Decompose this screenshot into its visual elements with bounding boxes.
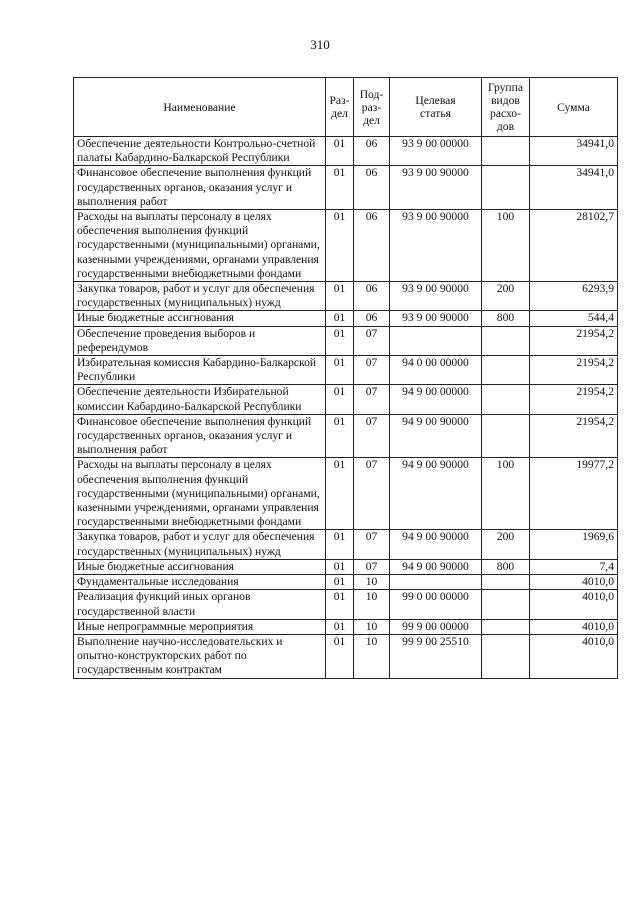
cell-name: Финансовое обеспечение выполнения функций государственных органов, оказания услуг и выполнения работ	[74, 166, 326, 210]
cell-article: 93 9 00 90000	[390, 282, 482, 311]
cell-group	[482, 619, 530, 634]
cell-section: 01	[326, 326, 354, 355]
cell-subsection: 06	[354, 137, 390, 166]
cell-article: 94 9 00 90000	[390, 530, 482, 559]
cell-section: 01	[326, 530, 354, 559]
table-row	[74, 530, 618, 559]
cell-name: Расходы на выплаты персоналу в целях обеспечения выполнения функций государственными (муниципальными) органами, казенными учреждениями, органами управления государственными внебюджетными фондами	[74, 458, 326, 530]
cell-group	[482, 137, 530, 166]
cell-sum: 21954,2	[530, 356, 618, 385]
table-row	[74, 166, 618, 210]
cell-section: 01	[326, 619, 354, 634]
cell-name: Фундаментальные исследования	[74, 575, 326, 590]
cell-article: 94 9 00 90000	[390, 559, 482, 574]
cell-section: 01	[326, 311, 354, 326]
cell-subsection: 07	[354, 559, 390, 574]
cell-name: Иные бюджетные ассигнования	[74, 311, 326, 326]
cell-article: 94 0 00 00000	[390, 356, 482, 385]
cell-group	[482, 385, 530, 414]
cell-article: 94 9 00 90000	[390, 414, 482, 458]
cell-subsection: 07	[354, 458, 390, 530]
table-header	[74, 78, 618, 137]
cell-sum: 19977,2	[530, 458, 618, 530]
cell-group: 200	[482, 530, 530, 559]
cell-group	[482, 166, 530, 210]
cell-name: Иные непрограммные мероприятия	[74, 619, 326, 634]
cell-section: 01	[326, 559, 354, 574]
cell-section: 01	[326, 356, 354, 385]
cell-group: 100	[482, 210, 530, 282]
cell-group: 200	[482, 282, 530, 311]
cell-sum: 21954,2	[530, 326, 618, 355]
table-row	[74, 559, 618, 574]
cell-sum: 34941,0	[530, 166, 618, 210]
cell-name: Финансовое обеспечение выполнения функций государственных органов, оказания услуг и выполнения работ	[74, 414, 326, 458]
cell-section: 01	[326, 590, 354, 619]
cell-sum: 1969,6	[530, 530, 618, 559]
table-row	[74, 634, 618, 678]
cell-sum: 7,4	[530, 559, 618, 574]
table-row	[74, 282, 618, 311]
cell-section: 01	[326, 414, 354, 458]
cell-section: 01	[326, 634, 354, 678]
cell-name: Иные бюджетные ассигнования	[74, 559, 326, 574]
cell-name: Выполнение научно-исследовательских и опытно-конструкторских работ по государственным контрактам	[74, 634, 326, 678]
cell-subsection: 06	[354, 311, 390, 326]
cell-name: Обеспечение проведения выборов и референдумов	[74, 326, 326, 355]
table-row	[74, 326, 618, 355]
cell-name: Закупка товаров, работ и услуг для обеспечения государственных (муниципальных) нужд	[74, 282, 326, 311]
cell-subsection: 07	[354, 530, 390, 559]
header-subsection: Под- раз- дел	[354, 78, 390, 137]
table-row	[74, 385, 618, 414]
cell-article	[390, 575, 482, 590]
header-name: Наименование	[74, 78, 326, 137]
cell-subsection: 10	[354, 619, 390, 634]
cell-group	[482, 326, 530, 355]
cell-section: 01	[326, 137, 354, 166]
header-article: Целевая статья	[390, 78, 482, 137]
table-body	[74, 137, 618, 679]
cell-sum: 4010,0	[530, 619, 618, 634]
cell-article: 93 9 00 90000	[390, 311, 482, 326]
cell-article: 99 0 00 00000	[390, 590, 482, 619]
cell-subsection: 07	[354, 414, 390, 458]
cell-sum: 4010,0	[530, 590, 618, 619]
cell-name: Закупка товаров, работ и услуг для обеспечения государственных (муниципальных) нужд	[74, 530, 326, 559]
cell-group	[482, 414, 530, 458]
table-row	[74, 311, 618, 326]
page-number: 310	[310, 37, 330, 52]
table-row	[74, 458, 618, 530]
cell-name: Расходы на выплаты персоналу в целях обеспечения выполнения функций государственными (муниципальными) органами, казенными учреждениями, органами управления государственными внебюджетными фондами	[74, 210, 326, 282]
cell-sum: 28102,7	[530, 210, 618, 282]
cell-group: 800	[482, 311, 530, 326]
cell-section: 01	[326, 210, 354, 282]
cell-subsection: 06	[354, 282, 390, 311]
table-row	[74, 619, 618, 634]
cell-article: 93 9 00 90000	[390, 210, 482, 282]
cell-article	[390, 326, 482, 355]
cell-sum: 34941,0	[530, 137, 618, 166]
cell-section: 01	[326, 385, 354, 414]
cell-section: 01	[326, 458, 354, 530]
table-row	[74, 137, 618, 166]
header-group: Группа видов расхо- дов	[482, 78, 530, 137]
cell-subsection: 06	[354, 166, 390, 210]
cell-section: 01	[326, 575, 354, 590]
cell-section: 01	[326, 282, 354, 311]
budget-table	[73, 77, 618, 679]
table-row	[74, 590, 618, 619]
cell-subsection: 07	[354, 385, 390, 414]
header-sum: Сумма	[530, 78, 618, 137]
cell-subsection: 06	[354, 210, 390, 282]
cell-article: 94 9 00 00000	[390, 385, 482, 414]
cell-name: Обеспечение деятельности Избирательной комиссии Кабардино-Балкарской Республики	[74, 385, 326, 414]
cell-article: 99 9 00 00000	[390, 619, 482, 634]
cell-subsection: 07	[354, 326, 390, 355]
cell-article: 93 9 00 00000	[390, 137, 482, 166]
cell-group: 100	[482, 458, 530, 530]
table-row	[74, 210, 618, 282]
cell-group	[482, 634, 530, 678]
cell-group	[482, 575, 530, 590]
header-section: Раз- дел	[326, 78, 354, 137]
cell-name: Обеспечение деятельности Контрольно-счетной палаты Кабардино-Балкарской Республики	[74, 137, 326, 166]
table-row	[74, 414, 618, 458]
cell-sum: 6293,9	[530, 282, 618, 311]
cell-group	[482, 356, 530, 385]
cell-article: 94 9 00 90000	[390, 458, 482, 530]
table-row	[74, 575, 618, 590]
table-row	[74, 356, 618, 385]
cell-subsection: 10	[354, 575, 390, 590]
cell-sum: 21954,2	[530, 385, 618, 414]
cell-article: 99 9 00 25510	[390, 634, 482, 678]
cell-sum: 544,4	[530, 311, 618, 326]
cell-sum: 21954,2	[530, 414, 618, 458]
cell-subsection: 10	[354, 590, 390, 619]
cell-section: 01	[326, 166, 354, 210]
cell-group	[482, 590, 530, 619]
cell-subsection: 10	[354, 634, 390, 678]
cell-sum: 4010,0	[530, 575, 618, 590]
cell-group: 800	[482, 559, 530, 574]
cell-article: 93 9 00 90000	[390, 166, 482, 210]
cell-subsection: 07	[354, 356, 390, 385]
cell-name: Реализация функций иных органов государственной власти	[74, 590, 326, 619]
cell-name: Избирательная комиссия Кабардино-Балкарской Республики	[74, 356, 326, 385]
cell-sum: 4010,0	[530, 634, 618, 678]
